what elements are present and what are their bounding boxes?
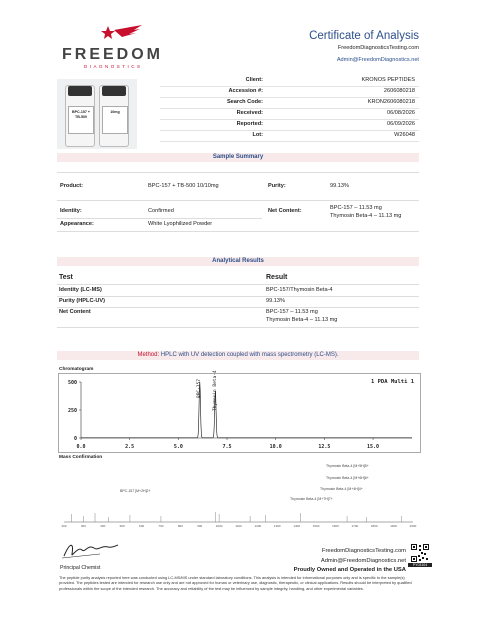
disclaimer: The peptide purity analysis reported here was conducted using LC-MS/MS under standard laboratory conditions. This analysis is intended for informational purposes only and is specific to the sample(s) provided. The peptides tested are intended for research use only and are not approved for human or veterinary use, diagnostic, therapeutic, or clinical applications. Results should be interpreted by qualified professionals within the scope of the intended research. The accuracy and reliability of the test may be influenced by sample integrity, handling, and other experimental variables.: [59, 575, 412, 591]
ms-annotation-mid1: Thymosin Beta-4 [M+4H]4+: [320, 487, 363, 491]
reported-label: Reported:: [236, 121, 263, 127]
analytical-results-band: [57, 257, 419, 266]
signature-role: Principal Chemist: [60, 565, 101, 571]
result-row-netcontent-result: BPC-157 – 11.53 mg: [266, 309, 318, 315]
purity-value: 99.13%: [330, 183, 349, 189]
chromatogram-box: [58, 370, 421, 453]
method-text: HPLC with UV detection coupled with mass spectrometry (LC-MS).: [160, 352, 339, 358]
ms-annotation-top2: Thymosin Beta-4 [M+6H]6+: [326, 476, 369, 480]
ms-x-tick-label: 1000: [215, 524, 223, 528]
reported-value: 06/09/2026: [387, 121, 415, 127]
chromatogram-y-tick-label: 500: [67, 380, 77, 386]
vial-1: [65, 85, 95, 147]
product-label: Product:: [60, 183, 83, 189]
result-row-identity-test: Identity (LC-MS): [59, 287, 102, 293]
footer-tagline: Proudly Owned and Operated in the USA: [293, 567, 406, 573]
peak2-label: Thymosin Beta-4: [213, 370, 218, 411]
net-content-line2: Thymosin Beta-4 – 11.13 mg: [330, 213, 402, 219]
ms-annotation-left: BPC-157 [M+2H]2+: [120, 489, 151, 493]
received-label: Received:: [236, 110, 263, 116]
ms-x-tick-label: 200: [61, 524, 67, 528]
ms-x-tick-label: 300: [80, 524, 86, 528]
ms-annotation-top1: Thymosin Beta-4 [M+5H]5+: [326, 464, 369, 468]
chromatogram-title: Chromatogram: [59, 367, 94, 372]
brand-name: FREEDOM: [62, 46, 163, 63]
appearance-value: White Lyophilized Powder: [148, 221, 213, 227]
mass-confirmation-title: Mass Confirmation: [59, 455, 103, 460]
ms-x-tick-label: 1600: [332, 524, 339, 528]
ms-x-tick-label: 1200: [254, 524, 262, 528]
chromatogram-x-tick-label: 15.0: [367, 444, 380, 450]
analytical-results-title: Analytical Results: [212, 258, 264, 264]
star-wing-icon: [74, 24, 144, 46]
chromatogram-x-tick-label: 2.5: [125, 444, 135, 450]
chromatogram-x-tick-label: 7.5: [222, 444, 232, 450]
client-label: Client:: [245, 77, 263, 83]
chromatogram-x-tick-label: 0.0: [76, 444, 86, 450]
identity-value: Confirmed: [148, 208, 174, 214]
chromatogram-trace: [81, 382, 412, 438]
chromatogram-y-tick-label: 0: [73, 436, 77, 442]
qr-code-id: PY03104: [408, 563, 432, 567]
ms-x-tick-label: 400: [100, 524, 106, 528]
chromatogram-chart: [59, 374, 420, 452]
peak1-label: BPC-157: [197, 379, 202, 398]
footer-website[interactable]: FreedomDiagnosticsTesting.com: [321, 548, 406, 554]
vial-2: [99, 85, 129, 147]
accession-label: Accession #:: [228, 88, 263, 94]
result-row-purity-test: Purity (HPLC-UV): [59, 298, 105, 304]
search-code-label: Search Code:: [226, 99, 263, 105]
identity-label: Identity:: [60, 208, 82, 214]
ms-x-tick-label: 1300: [273, 524, 281, 528]
method-prefix: Method:: [137, 352, 160, 358]
ms-x-tick-label: 600: [139, 524, 145, 528]
product-photo: [57, 79, 137, 149]
brand-logo: [60, 22, 163, 72]
ms-x-tick-label: 500: [119, 524, 125, 528]
header-website[interactable]: FreedomDiagnosticsTesting.com: [337, 45, 419, 51]
received-value: 06/08/2026: [387, 110, 415, 116]
ms-x-tick-label: 1800: [370, 524, 378, 528]
signature: [60, 540, 120, 562]
ms-x-tick-label: 800: [177, 524, 183, 528]
chromatogram-x-tick-label: 12.5: [318, 444, 331, 450]
chromatogram-detector: 1 PDA Multi 1: [370, 379, 414, 385]
ms-x-tick-label: 1900: [390, 524, 397, 528]
purity-label: Purity:: [268, 183, 286, 189]
brand-tag: DIAGNOSTICS: [84, 64, 143, 69]
result-row-netcontent-result2: Thymosin Beta-4 – 11.13 mg: [266, 317, 338, 323]
search-code-value: KRON2606080218: [367, 99, 415, 105]
col-test-header: Test: [59, 274, 73, 281]
qr-code[interactable]: [410, 543, 430, 567]
chromatogram-x-tick-label: 5.0: [173, 444, 183, 450]
col-result-header: Result: [266, 274, 288, 281]
sample-summary-title: Sample Summary: [212, 154, 264, 160]
net-content-line1: BPC-157 – 11.53 mg: [330, 205, 382, 211]
mass-spectrum-chart: [58, 460, 419, 530]
qr-code-icon: [410, 543, 430, 563]
chromatogram-y-tick-label: 250: [67, 408, 77, 414]
product-value: BPC-157 + TB-500 10/10mg: [148, 183, 219, 189]
method-line: [57, 352, 419, 358]
ms-x-tick-label: 1500: [312, 524, 320, 528]
vial-2-label: 10mg: [110, 110, 120, 114]
lot-row: [160, 130, 419, 142]
result-row-purity-result: 99.13%: [266, 298, 285, 304]
result-row-identity-result: BPC-157/Thymosin Beta-4: [266, 287, 333, 293]
client-value: KRONOS PEPTIDES: [361, 77, 415, 83]
result-row-netcontent-test: Net Content: [59, 309, 91, 315]
ms-annotation-mid2: Thymosin Beta-4 [M+7H]7+: [290, 497, 333, 501]
vial-1-label: BPC-157 + TB-500: [72, 110, 90, 119]
ms-x-tick-label: 1400: [293, 524, 301, 528]
sample-summary-band: [57, 153, 419, 162]
net-content-label: Net Content:: [268, 208, 302, 214]
footer-email[interactable]: Admin@FreedomDiagnostics.net: [320, 558, 406, 564]
accession-value: 2606080218: [383, 88, 415, 94]
mass-spectrum-box: [58, 460, 419, 530]
ms-x-tick-label: 700: [158, 524, 164, 528]
ms-x-tick-label: 900: [197, 524, 203, 528]
chromatogram-x-tick-label: 10.0: [269, 444, 282, 450]
ms-x-tick-label: 2000: [409, 524, 417, 528]
page-title: Certificate of Analysis: [309, 30, 419, 42]
lot-value: W26048: [394, 132, 415, 138]
method-band: [57, 351, 419, 360]
appearance-label: Appearance:: [60, 221, 94, 227]
ms-x-tick-label: 1100: [235, 524, 242, 528]
header-email[interactable]: Admin@FreedomDiagnostics.net: [336, 57, 419, 63]
ms-x-tick-label: 1700: [351, 524, 359, 528]
lot-label: Lot:: [252, 132, 263, 138]
